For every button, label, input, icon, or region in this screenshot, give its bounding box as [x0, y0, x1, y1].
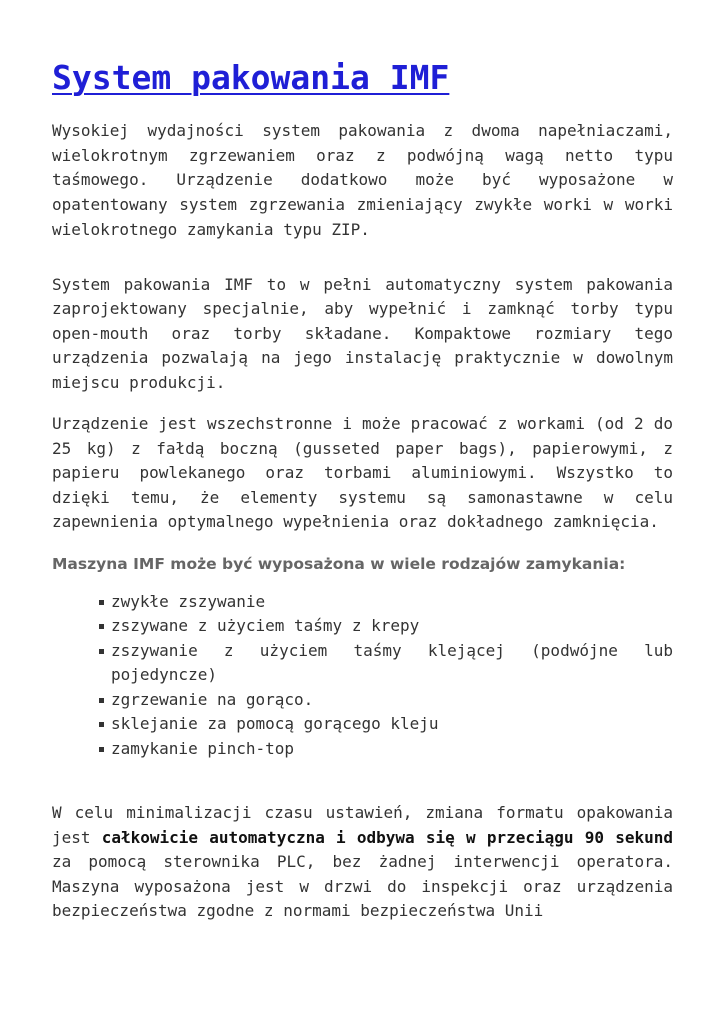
final-text-end: za pomocą sterownika PLC, bez żadnej interwencji operatora. Maszyna wyposażona jest w drzwi do inspekcji oraz urządzenia bezpieczeństwa zgodne z normami bezpieczeństwa Unii	[52, 852, 673, 921]
list-item-text: zszywanie z użyciem taśmy klejącej (podwójne lub pojedyncze)	[111, 640, 673, 685]
final-text-bold: całkowicie automatyczna i odbywa się w przeciągu 90 sekund	[101, 827, 673, 847]
list-item	[99, 639, 673, 688]
list-item-text: sklejanie za pomocą gorącego kleju	[111, 714, 439, 734]
article-title-link[interactable]: System pakowania IMF	[52, 58, 450, 97]
list-item	[99, 688, 673, 713]
intro-paragraph: Wysokiej wydajności system pakowania z dwoma napełniaczami, wielokrotnym zgrzewaniem oraz z podwójną wagą netto typu taśmowego. Urządzenie dodatkowo może być wyposażone w opatentowany system zgrzewania zmieniający zwykłe worki w worki wielokrotnego zamykania typu ZIP.	[52, 121, 673, 239]
closures-heading-text: Maszyna IMF może być wyposażona w wiele rodzajów zamykania	[52, 554, 620, 573]
final-text-start: W celu minimalizacji czasu ustawień, zmiana formatu opakowania jest	[52, 803, 673, 847]
closures-list	[52, 590, 673, 762]
article-title	[52, 58, 673, 98]
list-item	[99, 590, 673, 615]
description-paragraph: System pakowania IMF to w pełni automatyczny system pakowania zaprojektowany specjalnie, aby wypełnić i zamknąć torby typu open-mouth oraz torby składane. Kompaktowe rozmiary tego urządzenia pozwalają na jego instalację praktycznie w dowolnym miejscu produkcji.	[52, 274, 673, 392]
bullet-icon	[99, 747, 104, 752]
bullet-icon	[99, 624, 104, 629]
bullet-icon	[99, 649, 104, 654]
format-change-paragraph	[52, 801, 673, 924]
closures-heading	[52, 552, 673, 576]
list-item	[99, 614, 673, 639]
bullet-icon	[99, 722, 104, 727]
bullet-icon	[99, 698, 104, 703]
closures-heading-colon: :	[619, 554, 626, 573]
bullet-icon	[99, 600, 104, 605]
list-item-text: zwykłe zszywanie	[111, 591, 266, 611]
list-item	[99, 712, 673, 737]
article	[52, 58, 673, 924]
list-item	[99, 737, 673, 762]
list-item-text: zgrzewanie na gorąco.	[111, 689, 314, 709]
list-item-text: zamykanie pinch-top	[111, 738, 295, 758]
bag-types-paragraph: Urządzenie jest wszechstronne i może pracować z workami (od 2 do 25 kg) z fałdą boczną (gusseted paper bags), papierowymi, z papieru powlekanego oraz torbami aluminiowymi. Wszystko to dzięki temu, że elementy systemu są samonastawne w celu zapewnienia optymalnego wypełnienia oraz dokładnego zamknięcia.	[52, 414, 673, 532]
list-item-text: zszywane z użyciem taśmy z krepy	[111, 616, 420, 636]
